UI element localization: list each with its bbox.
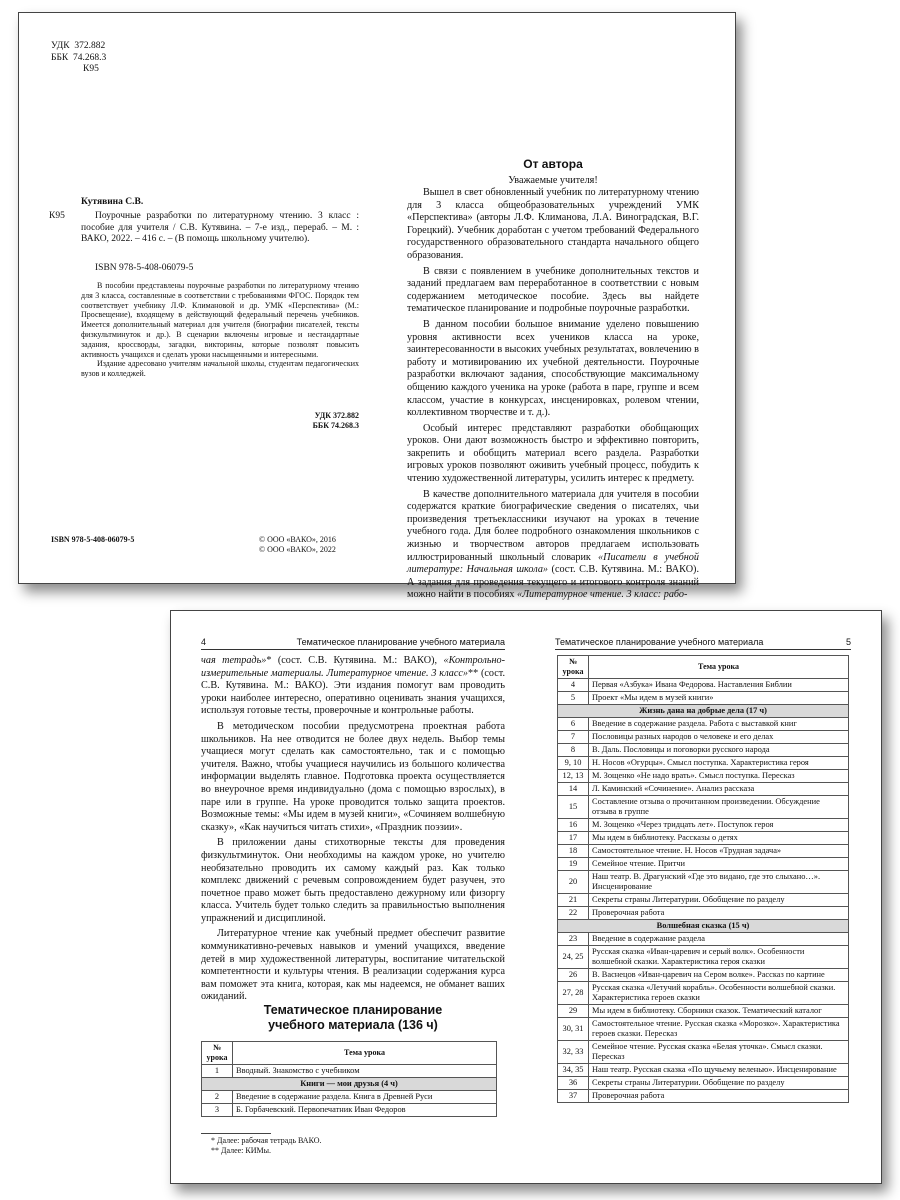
lesson-number-cell: 26 xyxy=(558,969,589,982)
section-title-line-2: учебного материала (136 ч) xyxy=(268,1018,438,1032)
kim-title: «Контрольно-измерительные материалы. Литературное чтение. 3 класс» xyxy=(201,655,505,679)
table-row xyxy=(558,858,849,871)
lesson-topic-cell: Составление отзыва о прочитанном произведении. Обсуждение отзыва в группе xyxy=(589,796,849,819)
lesson-topic-cell: Введение в содержание раздела. Работа с выставкой книг xyxy=(589,718,849,731)
book-spread-top xyxy=(18,12,736,601)
running-head-left xyxy=(201,637,505,650)
abstract-paragraph-2: Издание адресовано учителям начальной школы, студентам педагогических вузов и колледжей. xyxy=(81,359,359,379)
bbk-bottom: ББК 74.268.3 xyxy=(312,420,359,430)
lesson-topic-cell: Л. Каминский «Сочинение». Анализ рассказа xyxy=(589,783,849,796)
page4-paragraph-0 xyxy=(201,655,505,718)
plan-table-left-body xyxy=(202,1065,497,1117)
lesson-number-cell: 16 xyxy=(558,819,589,832)
page4-paragraph-3: Литературное чтение как учебный предмет обеспечит развитие коммуникативно-речевых навыков и умений учащихся, введение детей в мир художественной литературы, воспитание читательской компетентности и культуры чтения. В реализации содержания курса вам поможет эта книга, которая, как мы надеемся, не обманет ваших ожиданий. xyxy=(201,928,505,1003)
table-row xyxy=(558,744,849,757)
lesson-topic-cell: Секреты страны Литературии. Обобщение по разделу xyxy=(589,894,849,907)
lesson-topic-cell: Русская сказка «Иван-царевич и серый волк». Особенности волшебной сказки. Характеристика героя сказки xyxy=(589,946,849,969)
lesson-topic-cell: Б. Горбачевский. Первопечатник Иван Федоров xyxy=(233,1104,497,1117)
col-lesson-number: № урока xyxy=(558,656,589,679)
plan-table-left-wrap xyxy=(201,1041,497,1117)
section-title-cell: Книги — мои друзья (4 ч) xyxy=(202,1078,497,1091)
table-header-row xyxy=(202,1042,497,1065)
lesson-number-cell: 7 xyxy=(558,731,589,744)
lesson-number-cell: 9, 10 xyxy=(558,757,589,770)
paragraph-5-part-b: (сост. С.В. Кутявина. М.: ВАКО). А задания для проведения текущего и итогового контроля знаний можно найти в пособиях xyxy=(407,564,699,601)
running-head-right xyxy=(555,637,851,650)
table-row xyxy=(558,845,849,858)
table-row xyxy=(558,679,849,692)
book-spread-bottom xyxy=(170,610,882,1184)
workbook-title-start: «Литературное чтение. 3 класс: рабо- xyxy=(517,589,688,601)
lesson-topic-cell: М. Зощенко «Не надо врать». Смысл поступка. Пересказ xyxy=(589,770,849,783)
lesson-topic-cell: В. Васнецов «Иван-царевич на Сером волке». Рассказ по картине xyxy=(589,969,849,982)
table-row xyxy=(558,969,849,982)
table-row xyxy=(558,894,849,907)
footnote-1: * Далее: рабочая тетрадь ВАКО. xyxy=(211,1136,322,1145)
table-row xyxy=(202,1065,497,1078)
footnote-divider xyxy=(201,1133,271,1134)
table-header-row xyxy=(558,656,849,679)
lesson-number-cell: 34, 35 xyxy=(558,1064,589,1077)
foreword-paragraph-3: В данном пособии большое внимание уделено повышению уровня активности всех учеников класса на уроке, заинтересованности в высоких учебных результатах, вовлечению в работу и мотивированию их учебной деятельности. Поурочные разработки включают задания, способствующие максимальному общению каждого ученика на уроке (работа в паре, группе и всем классом, участие в конкурсах, инсценировках, ролевом чтении, коллективном творчестве и т. д.). xyxy=(407,318,699,419)
copyright-2022: © ООО «ВАКО», 2022 xyxy=(259,544,336,554)
lesson-number-cell: 27, 28 xyxy=(558,982,589,1005)
foreword-paragraph-5 xyxy=(407,489,699,602)
table-row xyxy=(558,796,849,819)
lesson-number-cell: 24, 25 xyxy=(558,946,589,969)
table-row xyxy=(558,731,849,744)
lesson-topic-cell: Секреты страны Литературии. Обобщение по разделу xyxy=(589,1077,849,1090)
foreword-heading: От автора xyxy=(523,157,583,171)
paragraph-5-part-a: В качестве дополнительного материала для учителя в пособии содержатся краткие биографические сведения о писателях, чьи произведения третьеклассники изучают на уроках в течение учебного года. Для более подробного ознакомления школьников с жизнью и творчеством авторов предлагаем использовать иллюстрированный школьный словарик xyxy=(407,488,699,563)
running-head-title-right: Тематическое планирование учебного материала xyxy=(555,637,764,647)
table-row xyxy=(558,770,849,783)
abstract xyxy=(81,281,359,379)
lesson-number-cell: 21 xyxy=(558,894,589,907)
lesson-topic-cell: Наш театр. Русская сказка «По щучьему веленью». Инсценирование xyxy=(589,1064,849,1077)
lesson-topic-cell: Проект «Мы идем в музей книги» xyxy=(589,692,849,705)
lesson-number-cell: 5 xyxy=(558,692,589,705)
lesson-topic-cell: Самостоятельное чтение. Н. Носов «Трудная задача» xyxy=(589,845,849,858)
lesson-number-cell: 15 xyxy=(558,796,589,819)
foreword-paragraph-1: Вышел в свет обновленный учебник по литературному чтению для 3 класса общеобразовательных учреждений УМК «Перспектива» (авторы Л.Ф. Климанова, Л.А. Виноградская, В.Г. Горецкий). Учебник доработан с учетом требований Федерального государственного образовательного стандарта начального общего образования. xyxy=(407,187,699,261)
lesson-topic-cell: Введение в содержание раздела xyxy=(589,933,849,946)
table-row xyxy=(202,1104,497,1117)
lesson-topic-cell: Проверочная работа xyxy=(589,1090,849,1103)
lesson-number-cell: 29 xyxy=(558,1005,589,1018)
lesson-number-cell: 20 xyxy=(558,871,589,894)
lesson-topic-cell: Введение в содержание раздела. Книга в Древней Руси xyxy=(233,1091,497,1104)
foreword-paragraph-4: Особый интерес представляют разработки обобщающих уроков. Они дают возможность быстро и эффективно повторить, закрепить и обобщить материал всего раздела. Разработки игровых уроков позволяют оживить учебный процесс, побудить к чтению художественной литературы, усилить интерес к предмету. xyxy=(407,422,699,485)
table-row xyxy=(558,783,849,796)
table-section-row xyxy=(558,705,849,718)
lesson-number-cell: 37 xyxy=(558,1090,589,1103)
page4-body xyxy=(201,655,505,1004)
classification-bottom xyxy=(259,411,359,431)
table-row xyxy=(558,1077,849,1090)
table-row xyxy=(558,871,849,894)
udk-value: 372.882 xyxy=(74,41,106,51)
bbk-value: 74.268.3 xyxy=(73,52,107,63)
table-row xyxy=(558,692,849,705)
lesson-topic-cell: Мы идем в библиотеку. Сборники сказок. Тематический каталог xyxy=(589,1005,849,1018)
udk-block xyxy=(51,41,171,76)
table-row xyxy=(558,1090,849,1103)
foreword-greeting: Уважаемые учителя! xyxy=(508,175,598,186)
running-head-title-left: Тематическое планирование учебного материала xyxy=(296,637,505,647)
table-row xyxy=(558,907,849,920)
lesson-topic-cell: Русская сказка «Летучий корабль». Особенности волшебной сказки. Характеристика героев сказки xyxy=(589,982,849,1005)
copyright xyxy=(259,535,336,555)
lesson-number-cell: 2 xyxy=(202,1091,233,1104)
table-row xyxy=(558,933,849,946)
author-mark: К95 xyxy=(83,64,99,74)
footnotes xyxy=(211,1136,322,1156)
table-row xyxy=(558,718,849,731)
lesson-topic-cell: Мы идем в библиотеку. Рассказы о детях xyxy=(589,832,849,845)
foreword-body xyxy=(407,187,699,602)
plan-table-left xyxy=(201,1041,497,1117)
lesson-number-cell: 14 xyxy=(558,783,589,796)
section-title-line-1: Тематическое планирование xyxy=(263,1003,443,1017)
table-row xyxy=(558,1005,849,1018)
lesson-topic-cell: Проверочная работа xyxy=(589,907,849,920)
lesson-number-cell: 1 xyxy=(202,1065,233,1078)
table-section-row xyxy=(558,920,849,933)
page4-paragraph-2: В приложении даны стихотворные тексты для проведения физкультминуток. Они необходимы на каждом уроке, но учителю необязательно проводить их самому каждый раз. Как только комплекс движений с речевым сопровождением будет разучен, это почетное право может быть предоставлено дежурному или физоргу класса. Учитель будет только следить за правильностью выполнения упражнений и дисциплиной. xyxy=(201,837,505,924)
abstract-paragraph-1: В пособии представлены поурочные разработки по литературному чтению для 3 класса, составленные в соответствии с требованиями ФГОС. Порядок тем соответствует учебнику Л.Ф. Климановой и др. УМК «Перспектива» (М.: Просвещение), входящему в действующий федеральный перечень учебников. Имеется дополнительный материал для учителя (биографии писателей, тексты физкультминуток и др.). В сценарии включены игровые и нестандартные задания, кроссворды, загадки, викторины, которые позволят повысить активность учащихся и сделать уроки насыщенными и интересными. xyxy=(81,281,359,359)
lesson-topic-cell: В. Даль. Пословицы и поговорки русского народа xyxy=(589,744,849,757)
foreword-paragraph-2: В связи с появлением в учебнике дополнительных текстов и заданий предлагаем вам переработанное в соответствии с новым содержанием методическое пособие. Здесь вы найдете тематическое планирование и подробные поурочные разработки. xyxy=(407,265,699,315)
lesson-number-cell: 8 xyxy=(558,744,589,757)
lesson-number-cell: 23 xyxy=(558,933,589,946)
paragraph-0-part-d: ** (сост. С.В. Кутявина. М.: ВАКО). Эти издания помогут вам проводить уроки наиболее интересно, оперативно оценивать знания учащихся, используя готовые тесты, проверочные и контрольные работы. xyxy=(201,667,506,717)
table-row xyxy=(558,946,849,969)
table-row xyxy=(558,819,849,832)
lesson-number-cell: 4 xyxy=(558,679,589,692)
bbk-label: ББК xyxy=(51,52,69,63)
isbn: ISBN 978-5-408-06079-5 xyxy=(95,263,194,273)
section-title-cell: Жизнь дана на добрые дела (17 ч) xyxy=(558,705,849,718)
col-lesson-number: № урока xyxy=(202,1042,233,1065)
table-section-row xyxy=(202,1078,497,1091)
lesson-number-cell: 19 xyxy=(558,858,589,871)
section-title xyxy=(201,1003,505,1033)
author-mark-side: К95 xyxy=(49,211,65,221)
author-name: Кутявина С.В. xyxy=(81,197,144,207)
lesson-number-cell: 18 xyxy=(558,845,589,858)
page4-paragraph-1: В методическом пособии предусмотрена проектная работа школьников. На нее отводится не более двух недель. Выбор темы учащиеся могут сделать как самостоятельно, так и с помощью учителя. Важно, чтобы учащиеся научились из большого количества информации выделять главное. Подготовка проекта осуществляется во внеурочное время индивидуально (дома с помощью взрослых), в паре или в группе. На уроке проводится только защита проектов. Возможные темы: «Мы идем в музей книги», «Сочиняем волшебную сказку», «Как научиться читать стихи», «Праздник поэзии». xyxy=(201,720,505,833)
isbn-bottom: ISBN 978-5-408-06079-5 xyxy=(51,535,135,544)
lesson-number-cell: 12, 13 xyxy=(558,770,589,783)
lesson-number-cell: 36 xyxy=(558,1077,589,1090)
lesson-topic-cell: М. Зощенко «Через тридцать лет». Поступок героя xyxy=(589,819,849,832)
lesson-topic-cell: Пословицы разных народов о человеке и его делах xyxy=(589,731,849,744)
col-lesson-topic: Тема урока xyxy=(233,1042,497,1065)
table-row xyxy=(558,1018,849,1041)
lesson-number-cell: 6 xyxy=(558,718,589,731)
bibliographic-description: Поурочные разработки по литературному чтению. 3 класс : пособие для учителя / С.В. Кутявина. – 7-е изд., перераб. – М. : ВАКО, 2022. – 416 с. – (В помощь школьному учителю). xyxy=(81,211,359,244)
lesson-number-cell: 30, 31 xyxy=(558,1018,589,1041)
page-number-4: 4 xyxy=(201,637,207,647)
lesson-topic-cell: Самостоятельное чтение. Русская сказка «Морозко». Характеристика героев сказки. Пересказ xyxy=(589,1018,849,1041)
workbook-title-end: чая тетрадь» xyxy=(201,655,267,666)
table-row xyxy=(558,982,849,1005)
dictionary-title: «Писатели в учебной литературе: Начальная школа» xyxy=(407,551,699,576)
plan-table-right-body xyxy=(558,679,849,1103)
table-row xyxy=(558,1064,849,1077)
footnote-2: ** Далее: КИМы. xyxy=(211,1145,271,1155)
udk-bottom: УДК 372.882 xyxy=(314,411,359,420)
plan-table-right-wrap xyxy=(557,655,849,1103)
lesson-number-cell: 22 xyxy=(558,907,589,920)
lesson-number-cell: 3 xyxy=(202,1104,233,1117)
lesson-topic-cell: Наш театр. В. Драгунский «Где это видано, где это слыхано…». Инсценирование xyxy=(589,871,849,894)
table-row xyxy=(558,757,849,770)
lesson-number-cell: 32, 33 xyxy=(558,1041,589,1064)
lesson-topic-cell: Первая «Азбука» Ивана Федорова. Наставления Библии xyxy=(589,679,849,692)
copyright-2016: © ООО «ВАКО», 2016 xyxy=(259,535,336,544)
col-lesson-topic: Тема урока xyxy=(589,656,849,679)
table-row xyxy=(202,1091,497,1104)
page-number-5: 5 xyxy=(845,637,851,647)
paragraph-0-part-b: * (сост. С.В. Кутявина. М.: ВАКО), xyxy=(266,655,444,666)
lesson-topic-cell: Семейное чтение. Русская сказка «Белая уточка». Смысл сказки. Пересказ xyxy=(589,1041,849,1064)
table-row xyxy=(558,1041,849,1064)
lesson-number-cell: 17 xyxy=(558,832,589,845)
lesson-topic-cell: Н. Носов «Огурцы». Смысл поступка. Характеристика героя xyxy=(589,757,849,770)
table-row xyxy=(558,832,849,845)
plan-table-right xyxy=(557,655,849,1103)
lesson-topic-cell: Семейное чтение. Притчи xyxy=(589,858,849,871)
lesson-topic-cell: Вводный. Знакомство с учебником xyxy=(233,1065,497,1078)
udk-label: УДК xyxy=(51,41,70,51)
section-title-cell: Волшебная сказка (15 ч) xyxy=(558,920,849,933)
